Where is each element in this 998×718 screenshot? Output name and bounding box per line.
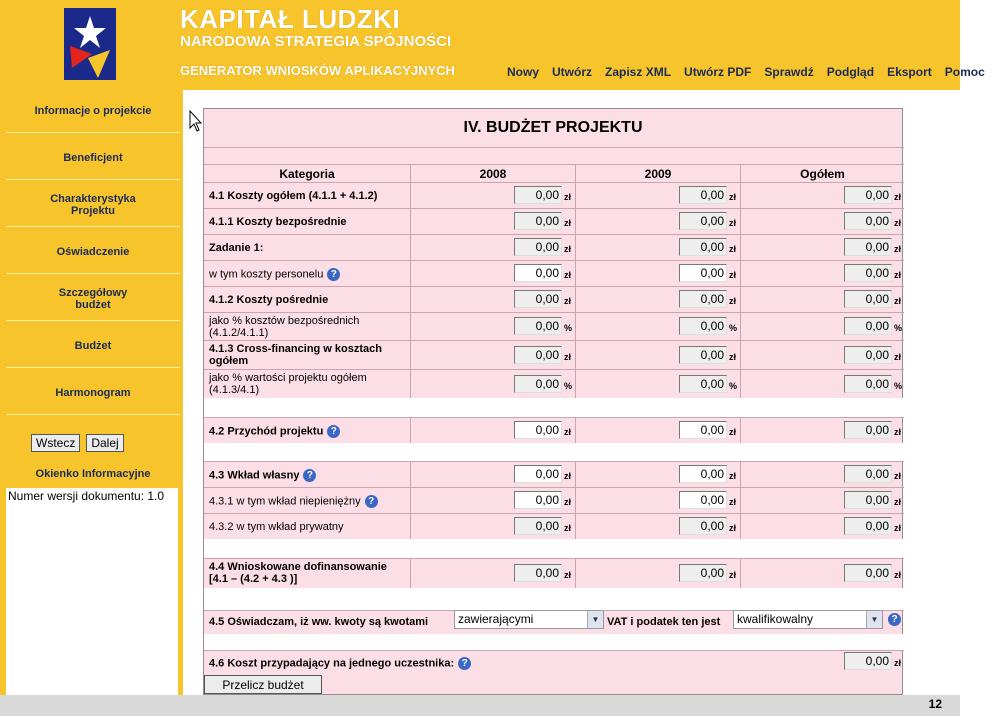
app-name: GENERATOR WNIOSKÓW APLIKACYJNYCH [180, 63, 455, 78]
row-label-text: 4.3.1 w tym wkład niepieniężny [209, 495, 361, 508]
column-divider [410, 182, 411, 208]
unit-label: zł [564, 427, 572, 437]
row-label [209, 315, 407, 339]
row-label [209, 242, 407, 254]
amount-field[interactable]: 0,00 [514, 517, 562, 535]
unit-label: zł [729, 570, 737, 580]
column-divider [410, 234, 411, 260]
column-divider [410, 461, 411, 487]
column-divider [410, 513, 411, 539]
amount-field[interactable]: 0,00 [679, 465, 727, 483]
column-divider [740, 260, 741, 286]
unit-label: zł [564, 270, 572, 280]
unit-label: zł [894, 351, 902, 362]
unit-label: zł [564, 244, 572, 254]
unit-label: zł [894, 218, 902, 228]
column-divider [410, 286, 411, 312]
amount-field[interactable]: 0,00 [679, 517, 727, 535]
amount-field[interactable]: 0,00 [514, 564, 562, 582]
column-divider [410, 260, 411, 286]
slide-footer [0, 695, 960, 716]
help-icon[interactable]: ? [327, 268, 340, 281]
column-divider [575, 487, 576, 513]
amount-field[interactable]: 0,00 [679, 375, 727, 393]
unit-label: zł [894, 192, 902, 202]
menu-eksport[interactable]: Eksport [887, 65, 932, 79]
amount-field[interactable]: 0,00 [844, 186, 892, 204]
column-divider [410, 558, 411, 588]
brand-subtitle: NARODOWA STRATEGIA SPÓJNOŚCI [180, 33, 452, 50]
menu-utworz-pdf[interactable]: Utwórz PDF [684, 65, 752, 79]
unit-label: zł [894, 244, 902, 254]
column-divider [740, 340, 741, 369]
row-divider [204, 312, 904, 313]
vat-eligibility-select[interactable] [733, 610, 883, 629]
amount-field[interactable]: 0,00 [844, 346, 892, 364]
amount-field[interactable]: 0,00 [514, 186, 562, 204]
column-divider [575, 208, 576, 234]
column-divider [575, 286, 576, 312]
recalculate-budget-button[interactable]: Przelicz budżet [204, 675, 322, 694]
row-divider [204, 260, 904, 261]
eu-logo-icon [62, 6, 118, 82]
sidebar-item-charakterystyka[interactable]: Charakterystyka Projektu [6, 184, 180, 227]
column-divider [740, 558, 741, 588]
row-label [209, 343, 407, 367]
unit-label: zł [564, 296, 572, 306]
row-divider [204, 234, 904, 235]
row-divider [204, 369, 904, 370]
section-gap [204, 634, 904, 650]
unit-label: % [729, 323, 738, 333]
column-divider [410, 340, 411, 369]
row-divider [204, 182, 904, 183]
info-window-title: Okienko Informacyjne [35, 468, 151, 480]
unit-label: % [894, 380, 903, 391]
sidebar [0, 90, 183, 695]
menu-utworz[interactable]: Utwórz [552, 65, 593, 79]
help-icon[interactable]: ? [458, 657, 471, 670]
amount-field[interactable]: 0,00 [844, 212, 892, 230]
unit-label: zł [729, 218, 737, 228]
main-content [183, 90, 960, 695]
column-divider [740, 286, 741, 312]
unit-label: zł [894, 570, 902, 580]
menu-sprawdz[interactable]: Sprawdź [764, 65, 814, 79]
amount-field[interactable]: 0,00 [844, 317, 892, 335]
column-divider [410, 312, 411, 340]
back-button[interactable]: Wstecz [31, 434, 80, 452]
per-participant-field[interactable]: 0,00 [844, 652, 892, 670]
amount-field[interactable]: 0,00 [514, 421, 562, 439]
row-label-text: Zadanie 1: [209, 242, 264, 254]
unit-label: % [729, 380, 738, 391]
amount-field[interactable]: 0,00 [679, 212, 727, 230]
menu-podglad[interactable]: Podgląd [826, 65, 875, 79]
column-divider [575, 312, 576, 340]
next-button[interactable]: Dalej [86, 434, 123, 452]
section-gap [204, 443, 904, 461]
amount-field[interactable]: 0,00 [844, 421, 892, 439]
column-divider [740, 417, 741, 443]
column-divider [575, 417, 576, 443]
row-label-text: 4.1.2 Koszty pośrednie [209, 294, 329, 306]
unit-label: zł [894, 471, 902, 481]
section-gap [204, 398, 904, 417]
unit-label: zł [894, 270, 902, 280]
amount-field[interactable]: 0,00 [679, 317, 727, 335]
budget-form [203, 108, 903, 695]
row-label [209, 469, 407, 482]
amount-field[interactable]: 0,00 [844, 375, 892, 393]
amount-field[interactable]: 0,00 [514, 317, 562, 335]
amount-field[interactable]: 0,00 [844, 238, 892, 256]
help-icon[interactable]: ? [365, 495, 378, 508]
amount-field[interactable]: 0,00 [679, 186, 727, 204]
row-label [209, 495, 407, 508]
amount-field[interactable]: 0,00 [514, 465, 562, 483]
col-header-ogolem: Ogółem [740, 165, 904, 182]
unit-label: zł [729, 270, 737, 280]
sidebar-item-oswiadczenie[interactable]: Oświadczenie [6, 231, 180, 274]
row-label [209, 561, 407, 585]
amount-field[interactable]: 0,00 [679, 564, 727, 582]
row-label-text: 4.1.1 Koszty bezpośrednie [209, 216, 347, 228]
amount-field[interactable]: 0,00 [679, 346, 727, 364]
column-divider [575, 558, 576, 588]
help-icon[interactable]: ? [888, 613, 901, 626]
unit-label: zł [729, 497, 737, 507]
amount-field[interactable]: 0,00 [679, 421, 727, 439]
row-label-text: 4.4 Wnioskowane dofinansowanie [4.1 – (4.2 + 4.3 )] [209, 561, 387, 585]
column-divider [740, 513, 741, 539]
unit-label: zł [894, 427, 902, 437]
row-label-text: 4.3 Wkład własny [209, 469, 300, 482]
column-divider [575, 340, 576, 369]
sidebar-item-informacje[interactable]: Informacje o projekcie [6, 90, 180, 133]
row-label-text: 4.3.2 w tym wkład prywatny [209, 521, 344, 533]
sidebar-item-szczegolowy-budzet[interactable]: Szczegółowy budżet [6, 278, 180, 321]
column-divider [410, 208, 411, 234]
unit-label: zł [564, 523, 572, 533]
amount-field[interactable]: 0,00 [679, 238, 727, 256]
unit-label: zł [729, 471, 737, 481]
row-divider [204, 650, 904, 651]
unit-label: zł [564, 192, 572, 202]
unit-label: zł [729, 427, 737, 437]
menu-pomoc[interactable]: Pomoc [944, 65, 985, 79]
amount-field[interactable]: 0,00 [679, 264, 727, 282]
section-gap [204, 588, 904, 610]
chevron-down-icon: ▼ [587, 611, 603, 628]
column-divider [740, 312, 741, 340]
row-label-text: jako % wartości projektu ogółem (4.1.3/4.1) [209, 372, 367, 396]
column-divider [740, 182, 741, 208]
row-divider [204, 461, 904, 462]
row-label [209, 521, 407, 533]
column-divider [740, 208, 741, 234]
col-header-2009: 2009 [575, 165, 740, 182]
row-label [209, 372, 407, 396]
row-label [209, 190, 407, 202]
unit-label: zł [729, 523, 737, 533]
column-divider [740, 487, 741, 513]
unit-label: zł [729, 192, 737, 202]
column-divider [575, 369, 576, 398]
help-icon[interactable]: ? [327, 425, 340, 438]
row-label [209, 425, 407, 438]
row-label-text: 4.2 Przychód projektu [209, 425, 324, 438]
column-divider [740, 461, 741, 487]
unit-label: zł [894, 296, 902, 306]
unit-label: zł [564, 351, 572, 362]
row-divider [204, 417, 904, 418]
sidebar-item-budzet[interactable]: Budżet [6, 325, 180, 368]
vat-label: VAT i podatek ten jest [607, 616, 721, 628]
column-divider [740, 369, 741, 398]
row-divider [204, 513, 904, 514]
unit-label: % [564, 323, 573, 333]
column-divider [740, 234, 741, 260]
amount-field[interactable]: 0,00 [679, 290, 727, 308]
unit-label: zł [729, 296, 737, 306]
amount-field[interactable]: 0,00 [844, 290, 892, 308]
sidebar-item-beneficjent[interactable]: Beneficjent [6, 137, 180, 180]
sidebar-item-harmonogram[interactable]: Harmonogram [6, 372, 180, 415]
vat-inclusion-value: zawierającymi [458, 612, 534, 626]
row-label-text: w tym koszty personelu [209, 268, 324, 281]
amount-field[interactable]: 0,00 [844, 517, 892, 535]
brand-title: KAPITAŁ LUDZKI [180, 4, 401, 34]
row-divider [204, 286, 904, 287]
row-divider [204, 208, 904, 209]
unit-label: zł [564, 570, 572, 580]
unit-label: zł [564, 471, 572, 481]
row-label-text: 4.1.3 Cross-financing w kosztach ogółem [209, 343, 382, 367]
vat-inclusion-select[interactable] [454, 610, 604, 629]
amount-field[interactable]: 0,00 [844, 564, 892, 582]
chevron-down-icon: ▼ [866, 611, 882, 628]
per-participant-label-text: 4.6 Koszt przypadający na jednego uczestnika: [209, 657, 455, 670]
column-divider [410, 487, 411, 513]
per-participant-label [209, 657, 471, 670]
title-divider [204, 147, 904, 148]
amount-field[interactable]: 0,00 [514, 491, 562, 509]
unit-label: zł [564, 218, 572, 228]
unit-label: % [894, 323, 903, 333]
app-header [0, 0, 985, 90]
column-divider [410, 369, 411, 398]
unit-label: zł [894, 497, 902, 507]
menu-nowy[interactable]: Nowy [507, 65, 540, 79]
page-title: IV. BUDŻET PROJEKTU [463, 119, 643, 136]
column-divider [575, 260, 576, 286]
column-divider [575, 182, 576, 208]
row-divider [204, 487, 904, 488]
unit-label: zł [894, 523, 902, 533]
amount-field[interactable]: 0,00 [844, 465, 892, 483]
row-label [209, 294, 407, 306]
row-label-text: 4.1 Koszty ogółem (4.1.1 + 4.1.2) [209, 190, 378, 202]
amount-field[interactable]: 0,00 [844, 491, 892, 509]
row-label [209, 268, 407, 281]
unit-label: zł [729, 351, 737, 362]
statement-label: 4.5 Oświadczam, iż ww. kwoty są kwotami [209, 616, 429, 628]
column-divider [575, 461, 576, 487]
help-icon[interactable]: ? [303, 469, 316, 482]
unit-label: zł [894, 658, 902, 668]
section-gap [204, 539, 904, 558]
unit-label: zł [729, 244, 737, 254]
unit-label: % [564, 380, 573, 391]
row-divider [204, 558, 904, 559]
row-label [209, 216, 407, 228]
col-header-2008: 2008 [410, 165, 575, 182]
mouse-cursor-icon [189, 110, 203, 132]
amount-field[interactable]: 0,00 [514, 375, 562, 393]
nav-buttons [31, 434, 124, 452]
amount-field[interactable]: 0,00 [514, 238, 562, 256]
column-divider [575, 234, 576, 260]
col-header-kategoria: Kategoria [279, 166, 335, 181]
info-window: Numer wersji dokumentu: 1.0 [6, 488, 178, 718]
unit-label: zł [564, 497, 572, 507]
vat-eligibility-value: kwalifikowalny [737, 612, 814, 626]
amount-field[interactable]: 0,00 [844, 264, 892, 282]
row-divider [204, 340, 904, 341]
row-label-text: jako % kosztów bezpośrednich (4.1.2/4.1.1) [209, 315, 360, 339]
column-divider [410, 417, 411, 443]
amount-field[interactable]: 0,00 [514, 290, 562, 308]
amount-field[interactable]: 0,00 [679, 491, 727, 509]
column-divider [575, 513, 576, 539]
page-number: 12 [928, 697, 942, 711]
amount-field[interactable]: 0,00 [514, 212, 562, 230]
amount-field[interactable]: 0,00 [514, 346, 562, 364]
top-menu [507, 65, 998, 79]
menu-zapisz-xml[interactable]: Zapisz XML [605, 65, 672, 79]
amount-field[interactable]: 0,00 [514, 264, 562, 282]
